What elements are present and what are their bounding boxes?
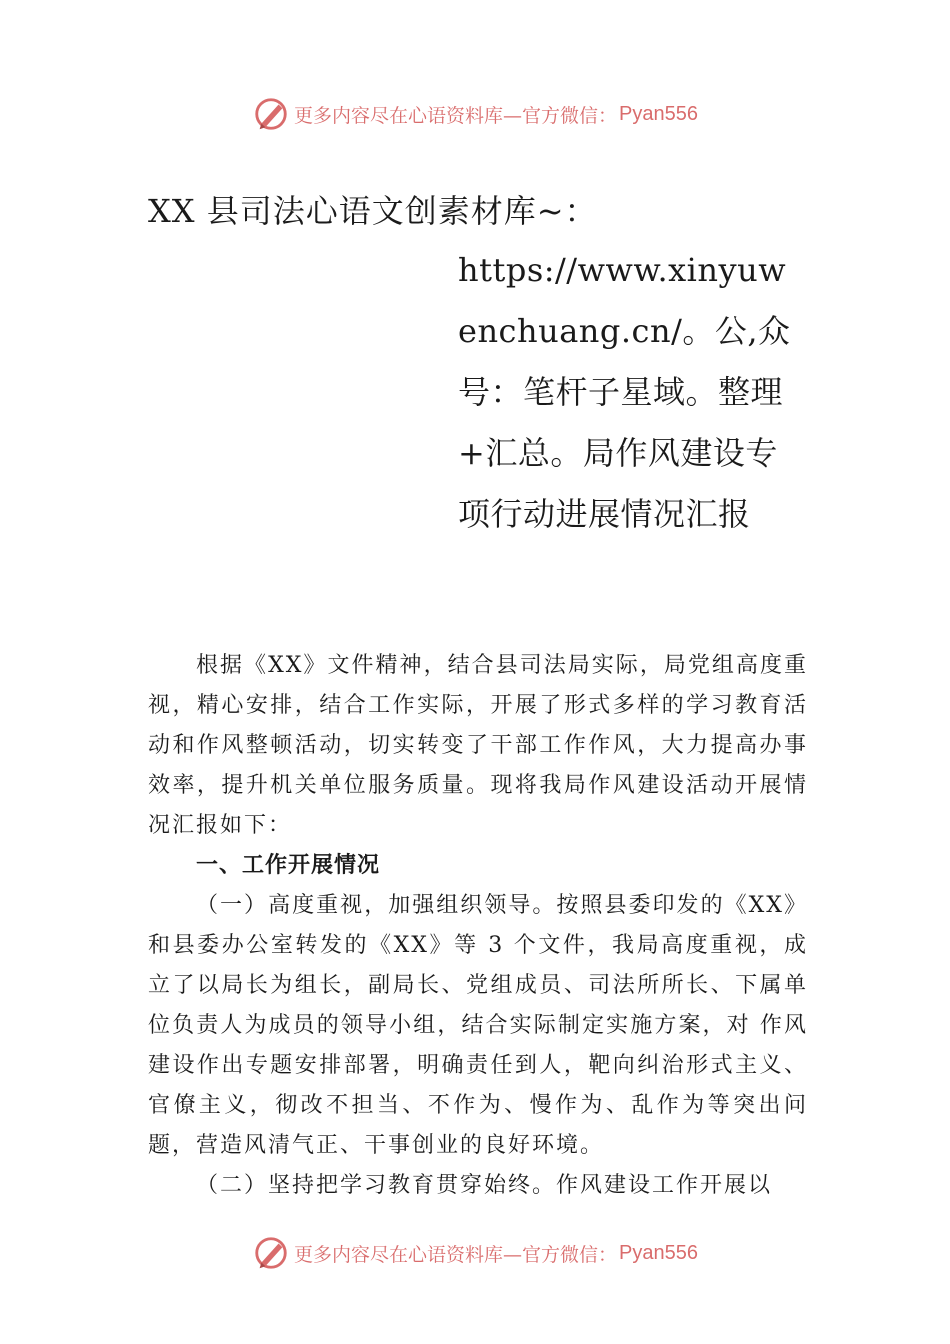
title-block: https://www.xinyuwenchuang.cn/。公,众号：笔杆子星域。整理+汇总。局作风建设专项行动进展情况汇报: [458, 251, 791, 533]
banner-wechat-id: Pyan556: [619, 1241, 698, 1264]
section-heading: 一、工作开展情况: [196, 853, 381, 878]
banner-wechat-id: Pyan556: [619, 102, 698, 125]
paragraph-1: （一）高度重视，加强组织领导。按照县委印发的《XX》和县委办公室转发的《XX》等 3 个文件，我局高度重视，成立了以局长为组长，副局长、党组成员、司法所所长、下属单位负责人为成员的领导小组，结合实际制定实施方案，对 作风建设作出专题安排部署，明确责任到人，靶向纠治形式主义、官僚主义，彻改不担当、不作为、慢作为、乱作为等突出问题，营造风清气正、干事创业的良好环境。: [148, 893, 808, 1158]
intro-paragraph: 根据《XX》文件精神，结合县司法局实际，局党组高度重视，精心安排，结合工作实际，开展了形式多样的学习教育活动和作风整顿活动，切实转变了干部工作作风，大力提高办事效率，提升机关单位服务质量。现将我局作风建设活动开展情况汇报如下：: [148, 653, 808, 838]
footer-banner: [0, 1233, 950, 1273]
document-body: [148, 646, 808, 1206]
title-line-1: XX 县司法心语文创素材库~：: [148, 192, 598, 230]
pen-logo-icon: [252, 95, 290, 133]
banner-text: 更多内容尽在心语资料库—官方微信：: [294, 1243, 618, 1266]
paragraph-2: （二）坚持把学习教育贯穿始终。作风建设工作开展以: [196, 1173, 773, 1198]
banner-text: 更多内容尽在心语资料库—官方微信：: [294, 104, 618, 127]
pen-logo-icon: [252, 1234, 290, 1272]
header-banner: [0, 94, 950, 134]
